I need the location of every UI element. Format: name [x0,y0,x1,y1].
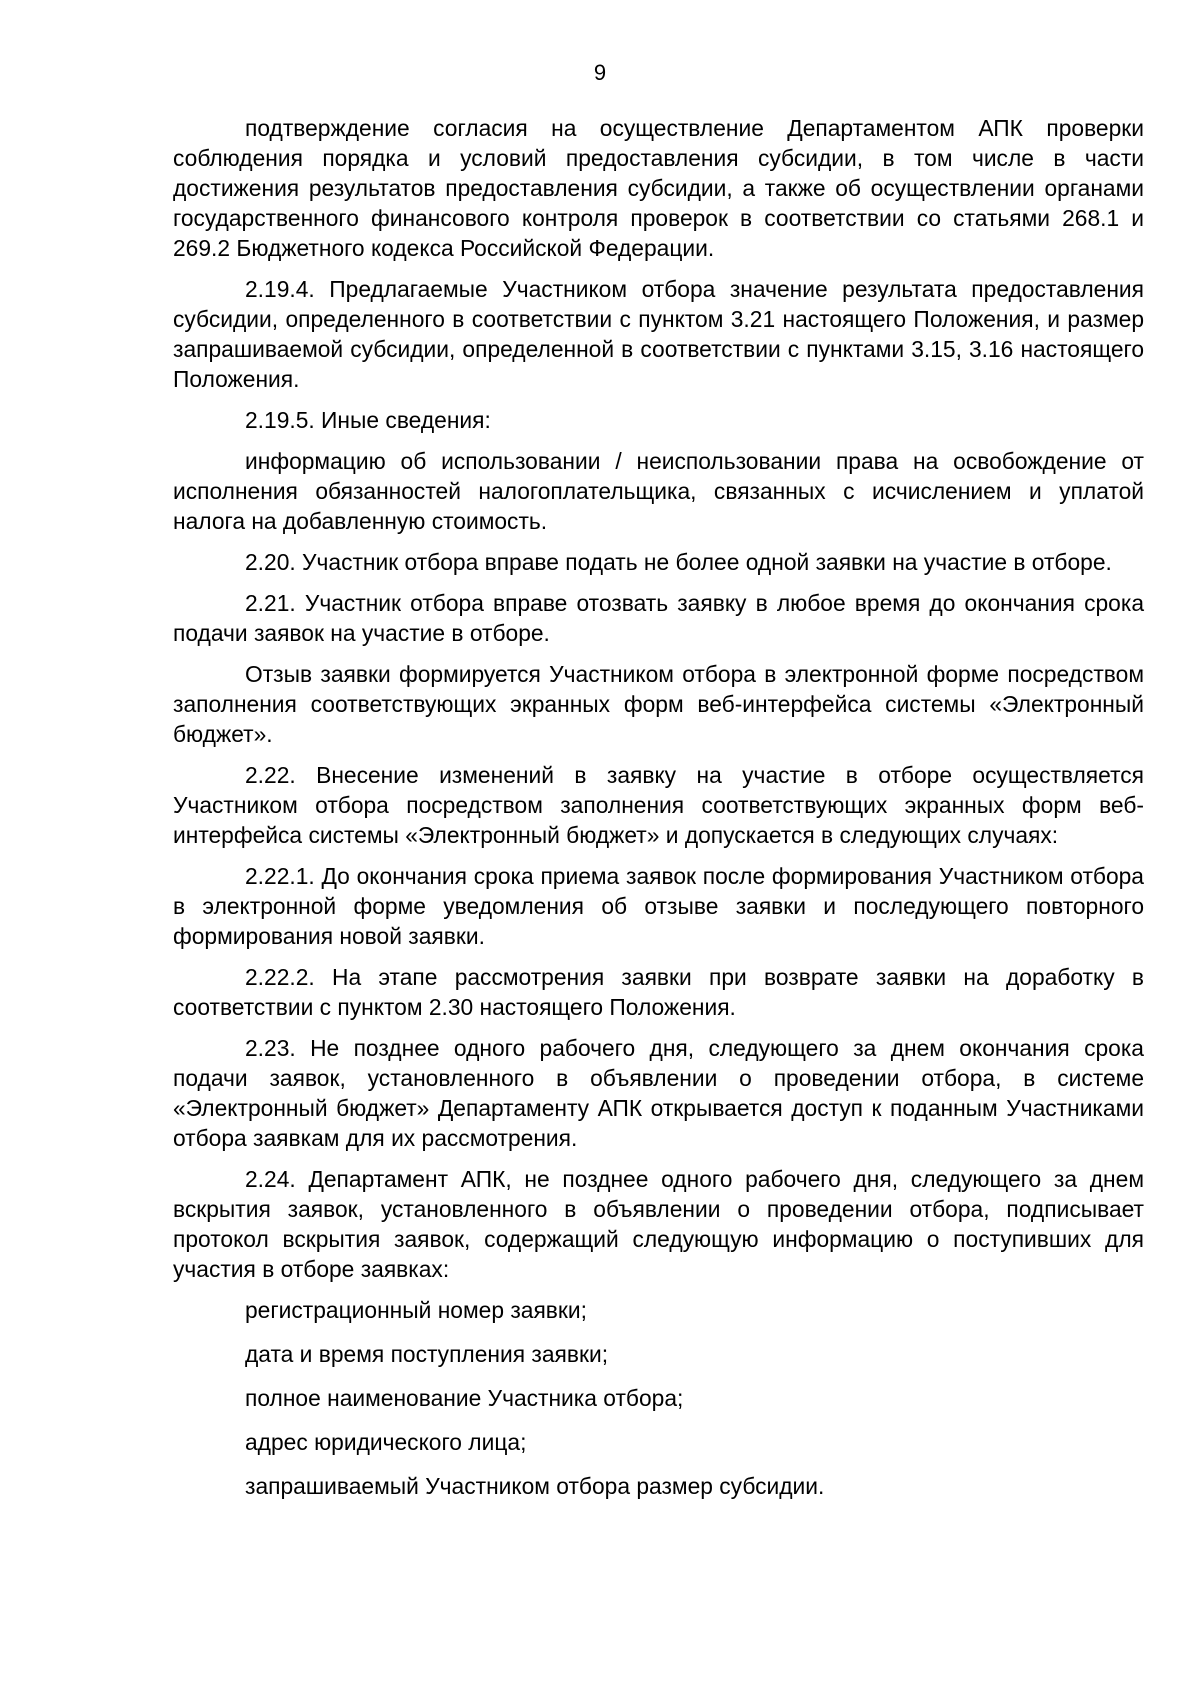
list-item-date-time: дата и время поступления заявки; [245,1341,609,1367]
paragraph-2-23: 2.23. Не позднее одного рабочего дня, следующего за днем окончания срока подачи заявок, установленного в объявлении о проведении отбора, в системе «Электронный бюджет» Департаменту АПК открывается доступ к поданным Участниками отбора заявкам для их рассмотрения. [173,1035,1144,1151]
document-body [173,113,1144,1515]
list-item-subsidy-amount: запрашиваемый Участником отбора размер субсидии. [245,1473,825,1499]
paragraph-2-24: 2.24. Департамент АПК, не позднее одного рабочего дня, следующего за днем вскрытия заявок, установленного в объявлении о проведении отбора, подписывает протокол вскрытия заявок, содержащий следующую информацию о поступивших для участия в отборе заявках: [173,1166,1144,1282]
paragraph-withdrawal-form: Отзыв заявки формируется Участником отбора в электронной форме посредством заполнения соответствующих экранных форм веб-интерфейса системы «Электронный бюджет». [173,661,1144,747]
paragraph-2-22-2: 2.22.2. На этапе рассмотрения заявки при возврате заявки на доработку в соответствии с пунктом 2.30 настоящего Положения. [173,964,1144,1020]
page-number: 9 [593,60,607,85]
paragraph-2-21: 2.21. Участник отбора вправе отозвать заявку в любое время до окончания срока подачи заявок на участие в отборе. [173,590,1144,646]
paragraph-2-20: 2.20. Участник отбора вправе подать не более одной заявки на участие в отборе. [245,549,1112,575]
paragraph-2-19-5: 2.19.5. Иные сведения: [245,407,491,433]
paragraph-2-22: 2.22. Внесение изменений в заявку на участие в отборе осуществляется Участником отбора посредством заполнения соответствующих экранных форм веб-интерфейса системы «Электронный бюджет» и допускается в следующих случаях: [173,762,1144,848]
paragraph-2-22-1: 2.22.1. До окончания срока приема заявок после формирования Участником отбора в электронной форме уведомления об отзыве заявки и последующего повторного формирования новой заявки. [173,863,1144,949]
paragraph-vat-exemption-info: информацию об использовании / неиспользовании права на освобождение от исполнения обязанностей налогоплательщика, связанных с исчислением и уплатой налога на добавленную стоимость. [173,448,1144,534]
list-item-registration-number: регистрационный номер заявки; [245,1297,587,1323]
paragraph-consent-verification: подтверждение согласия на осуществление Департаментом АПК проверки соблюдения порядка и условий предоставления субсидии, в том числе в части достижения результатов предоставления субсидии, а также об осуществлении органами государственного финансового контроля проверок в соответствии со статьями 268.1 и 269.2 Бюджетного кодекса Российской Федерации. [173,115,1144,261]
list-item-full-name: полное наименование Участника отбора; [245,1385,684,1411]
list-item-legal-address: адрес юридического лица; [245,1429,527,1455]
paragraph-2-19-4: 2.19.4. Предлагаемые Участником отбора значение результата предоставления субсидии, определенного в соответствии с пунктом 3.21 настоящего Положения, и размер запрашиваемой субсидии, определенной в соответствии с пунктами 3.15, 3.16 настоящего Положения. [173,276,1144,392]
